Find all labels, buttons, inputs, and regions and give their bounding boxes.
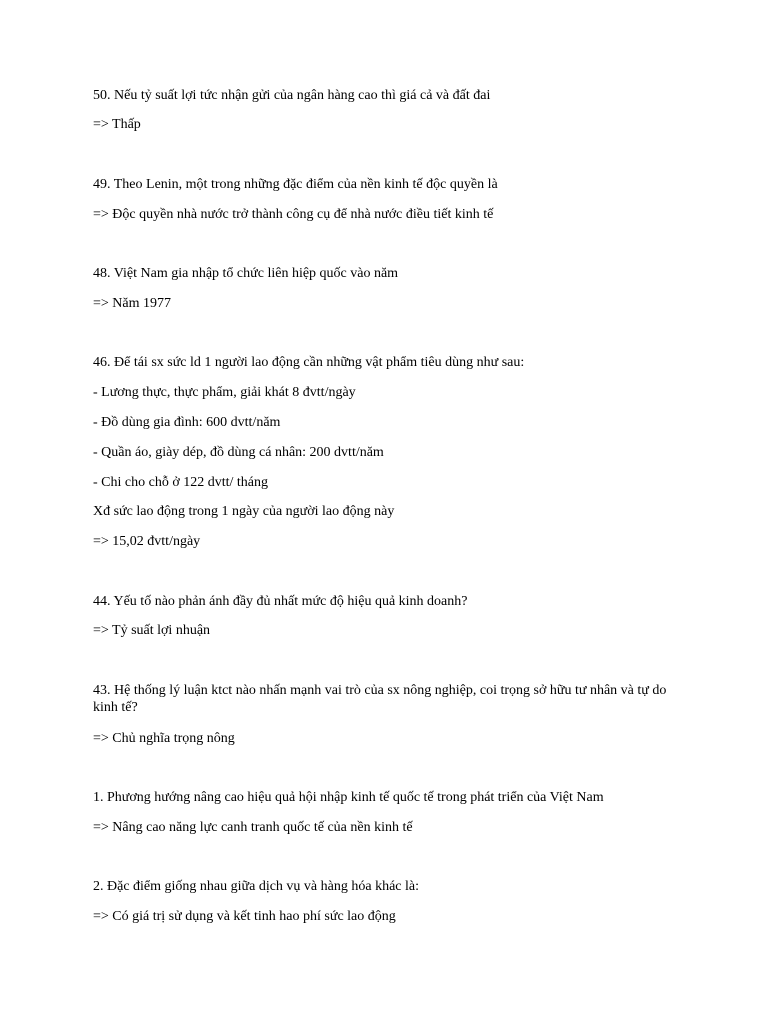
answer-text: => Có giá trị sử dụng và kết tinh hao phí sức lao động <box>93 909 396 924</box>
question-text: 44. Yếu tố nào phản ánh đầy đủ nhất mức độ hiệu quả kinh doanh? <box>93 594 468 609</box>
question-text: 43. Hệ thống lý luận ktct nào nhấn mạnh vai trò của sx nông nghiệp, coi trọng sở hữu tư nhân và tự do kinh tế? <box>93 683 667 715</box>
detail-line: - Chi cho chỗ ở 122 dvtt/ tháng <box>93 475 268 490</box>
detail-line: - Quần áo, giày dép, đồ dùng cá nhân: 200 dvtt/năm <box>93 445 384 460</box>
question-text: 46. Để tái sx sức ld 1 người lao động cần những vật phẩm tiêu dùng như sau: <box>93 355 525 370</box>
question-text: 50. Nếu tỷ suất lợi tức nhận gửi của ngân hàng cao thì giá cả và đất đai <box>93 88 491 103</box>
detail-line: - Đồ dùng gia đình: 600 dvtt/năm <box>93 415 281 430</box>
answer-text: => Độc quyền nhà nước trở thành công cụ để nhà nước điều tiết kinh tế <box>93 207 494 222</box>
question-text: 1. Phương hướng nâng cao hiệu quả hội nhập kinh tế quốc tế trong phát triển của Việt Nam <box>93 790 604 805</box>
question-text: 2. Đặc điểm giống nhau giữa dịch vụ và hàng hóa khác là: <box>93 879 419 894</box>
answer-text: => Năm 1977 <box>93 296 172 311</box>
question-text: 48. Việt Nam gia nhập tổ chức liên hiệp quốc vào năm <box>93 266 399 281</box>
detail-line: - Lương thực, thực phẩm, giải khát 8 đvtt/ngày <box>93 385 356 400</box>
detail-line: Xđ sức lao động trong 1 ngày của người lao động này <box>93 504 395 519</box>
question-text: 49. Theo Lenin, một trong những đặc điểm của nền kinh tế độc quyền là <box>93 177 498 192</box>
answer-text: => Chủ nghĩa trọng nông <box>93 731 235 746</box>
answer-text: => Tỷ suất lợi nhuận <box>93 623 211 638</box>
answer-text: => Nâng cao năng lực canh tranh quốc tế của nền kinh tế <box>93 820 413 835</box>
answer-text: => Thấp <box>93 117 141 132</box>
answer-text: => 15,02 đvtt/ngày <box>93 534 201 549</box>
